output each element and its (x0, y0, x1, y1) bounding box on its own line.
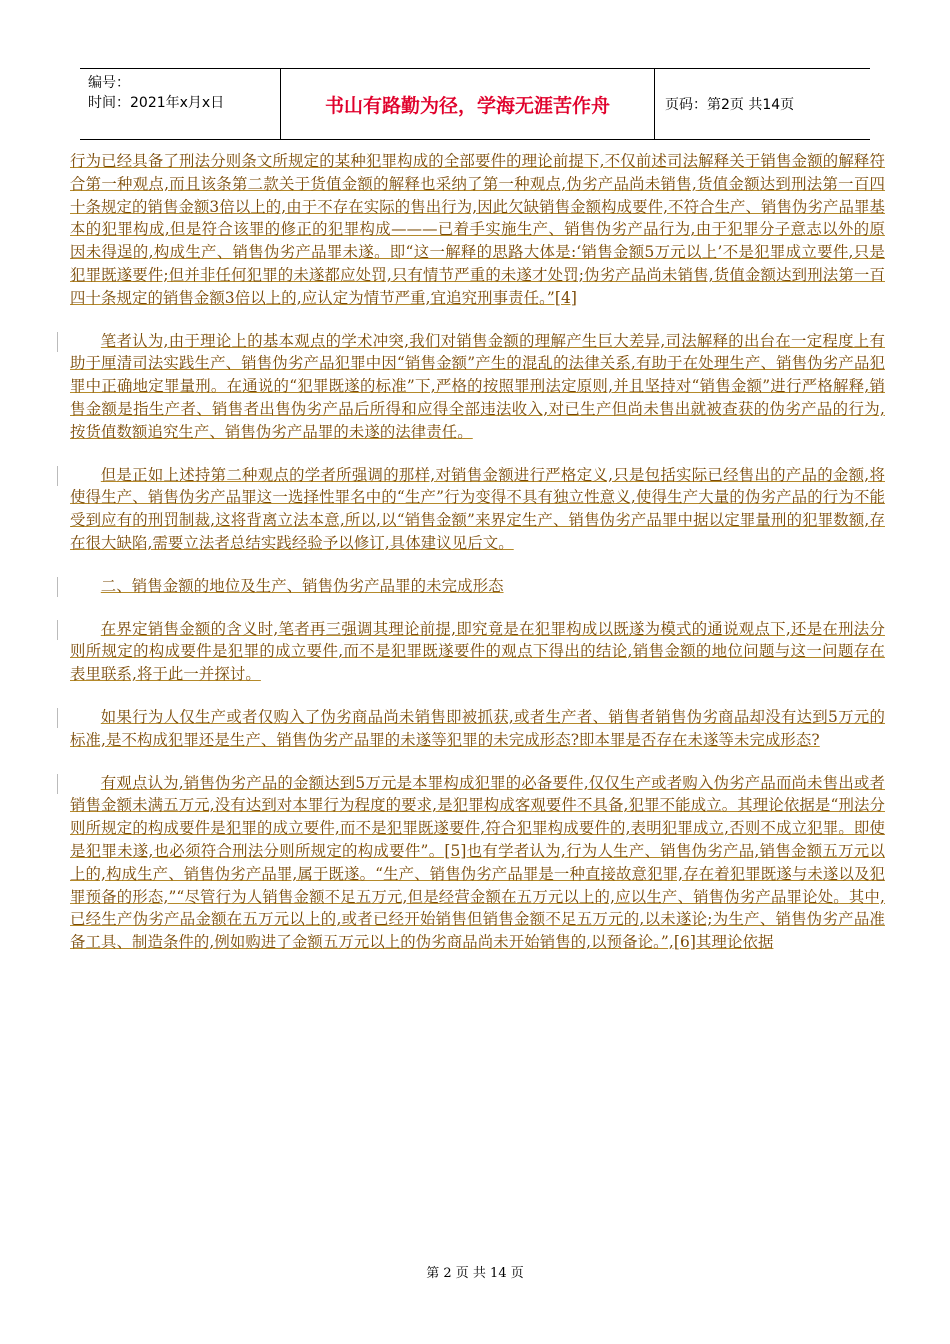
header-page-info: 页码：第2页 共14页 (665, 97, 795, 113)
section-heading: 二、销售金额的地位及生产、销售伪劣产品罪的未完成形态 (70, 575, 885, 598)
body-paragraph: 如果行为人仅生产或者仅购入了伪劣商品尚未销售即被抓获,或者生产者、销售者销售伪劣商品却没有达到5万元的标准,是不构成犯罪还是生产、销售伪劣产品罪的未遂等犯罪的未完成形态?即本罪是否存在未遂等未完成形态? (70, 706, 885, 752)
document-number-label: 编号： (88, 75, 130, 91)
header-motto: 书山有路勤为径，学海无涯苦作舟 (324, 94, 610, 117)
body-paragraph: 有观点认为,销售伪劣产品的金额达到5万元是本罪构成犯罪的必备要件,仅仅生产或者购入伪劣产品而尚未售出或者销售金额未满五万元,没有达到对本罪行为程度的要求,是犯罪构成客观要件不具备,犯罪不能成立。其理论依据是“刑法分则所规定的构成要件是犯罪的成立要件,而不是犯罪既遂要件,符合犯罪构成要件的,表明犯罪成立,否则不成立犯罪。即使是犯罪未遂,也必须符合刑法分则所规定的构成要件”。[5]也有学者认为,行为人生产、销售伪劣产品,销售金额五万元以上的,构成生产、销售伪劣产品罪,属于既遂。“生产、销售伪劣产品罪是一种直接故意犯罪,存在着犯罪既遂与未遂以及犯罪预备的形态,”“尽管行为人销售金额不足五万元,但是经营金额在五万元以上的,应以生产、销售伪劣产品罪论处。其中,已经生产伪劣产品金额在五万元以上的,或者已经开始销售但销售金额不足五万元的,以未遂论;为生产、销售伪劣产品准备工具、制造条件的,例如购进了金额五万元以上的伪劣商品尚未开始销售的,以预备论。”,[6]其理论依据 (70, 772, 885, 954)
body-paragraph: 行为已经具备了刑法分则条文所规定的某种犯罪构成的全部要件的理论前提下,不仅前述司法解释关于销售金额的解释符合第一种观点,而且该条第二款关于货值金额的解释也采纳了第一种观点,伪劣产品尚未销售,货值金额达到刑法第一百四十条规定的销售金额3倍以上的,由于不存在实际的售出行为,因此欠缺销售金额构成要件,不符合生产、销售伪劣产品罪基本的犯罪构成,但是符合该罪的修正的犯罪构成———已着手实施生产、销售伪劣产品行为,由于犯罪分子意志以外的原因未得逞的,构成生产、销售伪劣产品罪未遂。即“这一解释的思路大体是:‘销售金额5万元以上’不是犯罪成立要件,只是犯罪既遂要件;但并非任何犯罪的未遂都应处罚,只有情节严重的未遂才处罚;伪劣产品尚未销售,货值金额达到刑法第一百四十条规定的销售金额3倍以上的,应认定为情节严重,宜追究刑事责任。”[4] (70, 152, 885, 307)
header-page-cell (655, 69, 870, 139)
document-date: 时间：2021年x月x日 (88, 95, 225, 111)
body-paragraph: 在界定销售金额的含义时,笔者再三强调其理论前提,即究竟是在犯罪构成以既遂为模式的通说观点下,还是在刑法分则所规定的构成要件是犯罪的成立要件,而不是犯罪既遂要件的观点下得出的结论,销售金额的地位问题与这一问题存在表里联系,将于此一并探讨。 (70, 618, 885, 686)
header-motto-cell (281, 69, 655, 139)
body-paragraph: 笔者认为,由于理论上的基本观点的学术冲突,我们对销售金额的理解产生巨大差异,司法解释的出台在一定程度上有助于厘清司法实践生产、销售伪劣产品犯罪中因“销售金额”产生的混乱的法律关系,有助于在处理生产、销售伪劣产品犯罪中正确地定罪量刑。在通说的“犯罪既遂的标准”下,严格的按照罪刑法定原则,并且坚持对“销售金额”进行严格解释,销售金额是指生产者、销售者出售伪劣产品后所得和应得全部违法收入,对已生产但尚未售出就被查获的伪劣产品的行为,按货值数额追究生产、销售伪劣产品罪的未遂的法律责任。 (70, 330, 885, 444)
document-body (70, 150, 885, 974)
header-meta-cell (80, 69, 281, 139)
page-footer (0, 1262, 950, 1281)
footer-page-number: 第 2 页 共 14 页 (426, 1266, 524, 1281)
body-paragraph: 但是正如上述持第二种观点的学者所强调的那样,对销售金额进行严格定义,只是包括实际已经售出的产品的金额,将使得生产、销售伪劣产品罪这一选择性罪名中的“生产”行为变得不具有独立性意义,使得生产大量的伪劣产品的行为不能受到应有的刑罚制裁,这将背离立法本意,所以,以“销售金额”来界定生产、销售伪劣产品罪中据以定罪量刑的犯罪数额,存在很大缺陷,需要立法者总结实践经验予以修订,具体建议见后文。 (70, 464, 885, 555)
header-table (80, 68, 870, 140)
